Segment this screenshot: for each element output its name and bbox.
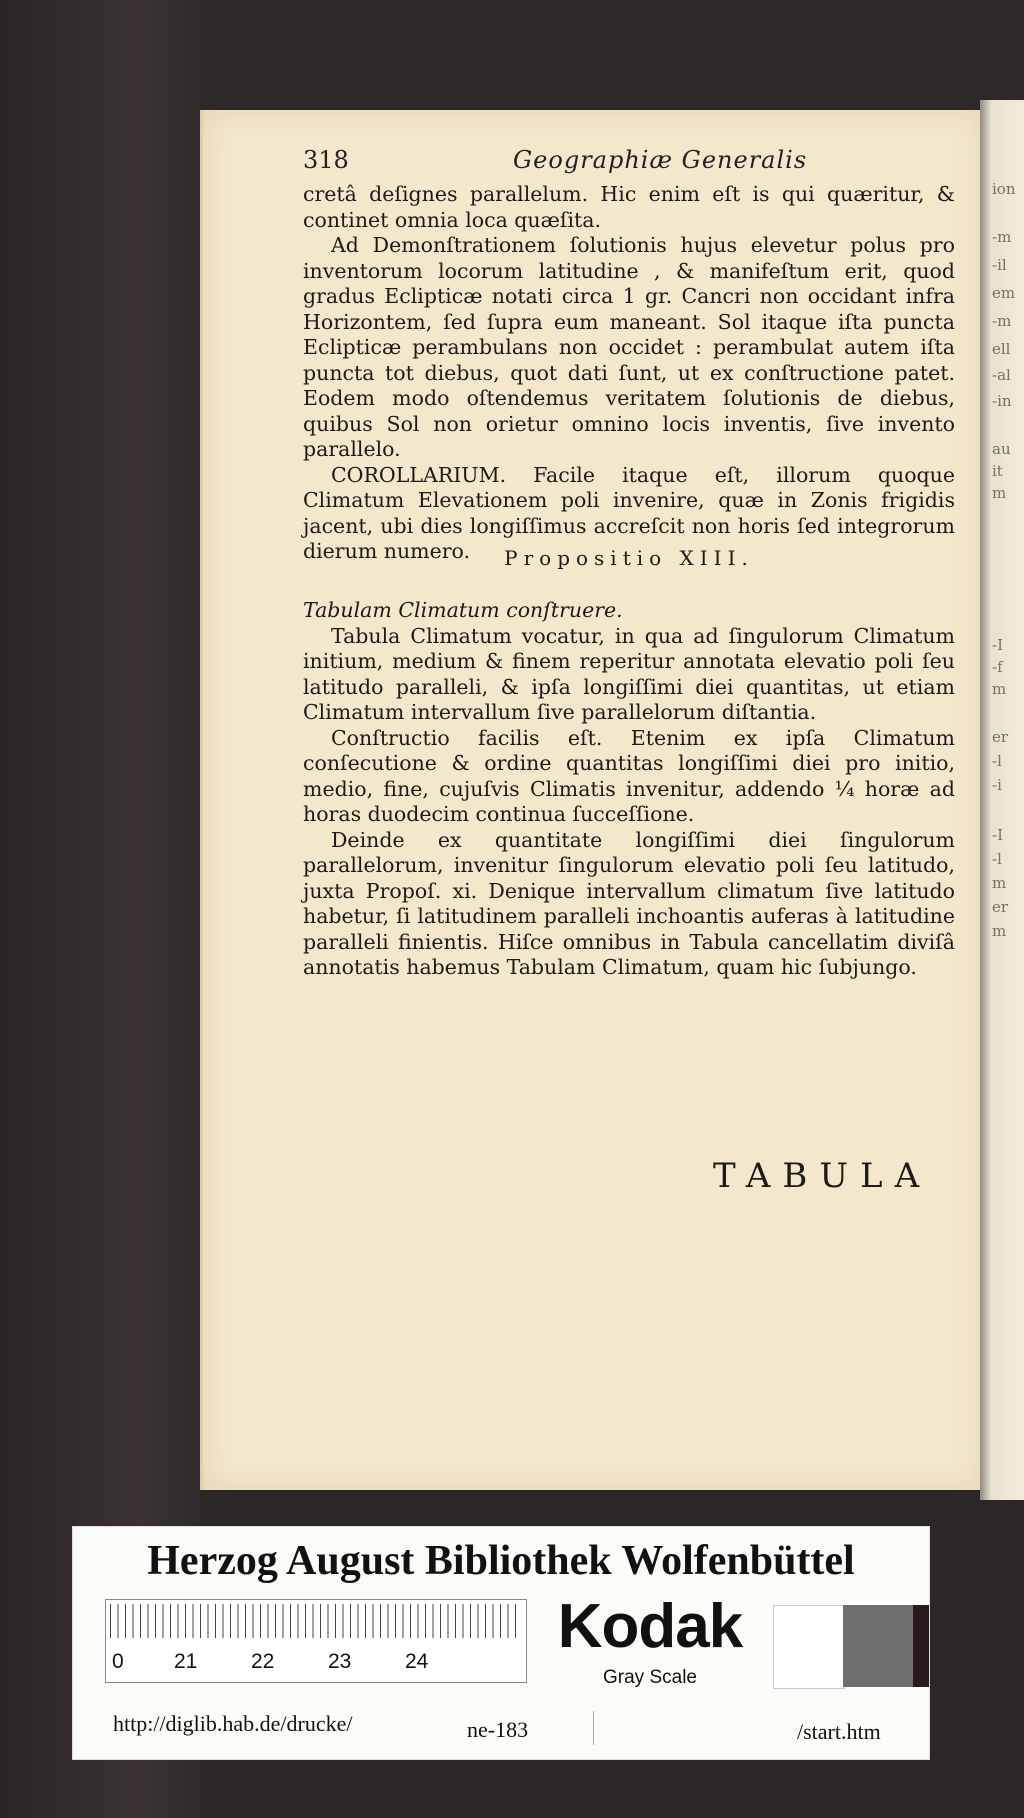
running-head [303, 146, 863, 176]
body-text-upper [303, 182, 955, 565]
url-right: /start.htm [797, 1719, 881, 1744]
gray-swatch-dark [913, 1605, 929, 1687]
paragraph: Tabula Climatum vocatur, in qua ad ſingulorum Climatum initium, medium & finem reperitur annotata elevatio poli ſeu latitudo paralleli, & ipſa longiſſimi diei quantitas, ut etiam Climatum intervallum ſive parallelorum diſtantia. [303, 623, 955, 724]
proposition-subtitle: Tabulam Climatum conſtruere. [303, 598, 623, 622]
fragment-text: m [992, 874, 1007, 892]
fragment-text: er [992, 728, 1009, 746]
url-left: http://diglib.hab.de/drucke/ [113, 1711, 353, 1736]
paragraph: cretâ deſignes parallelum. Hic enim eſt is qui quæritur, & continet omnia loca quæſita. [303, 182, 955, 232]
gray-swatch-white [773, 1605, 845, 1689]
ruler-number: 24 [405, 1650, 429, 1673]
body-text-lower [303, 598, 955, 981]
fragment-text: -m [992, 312, 1012, 330]
page-number: 318 [303, 146, 349, 174]
gray-swatch-mid [843, 1605, 913, 1687]
fragment-text: em [992, 284, 1016, 302]
fragment-text: -m [992, 228, 1012, 246]
ruler-number: 0 [112, 1650, 124, 1673]
fragment-text: -I [992, 826, 1003, 844]
archival-color-strip [72, 1526, 930, 1760]
fragment-text: er [992, 898, 1009, 916]
catchword: TABULA [713, 1156, 932, 1196]
ruler-ticks [110, 1604, 520, 1638]
scale-ruler [105, 1599, 527, 1683]
ruler-number: 23 [328, 1650, 352, 1673]
fragment-text: -I [992, 636, 1003, 654]
fragment-text: -al [992, 366, 1011, 384]
url-shelfmark: ne-183 [467, 1717, 529, 1742]
fragment-text: -in [992, 392, 1012, 410]
facing-page-edge [980, 100, 1024, 1500]
running-title: Geographiæ Generalis [513, 146, 808, 174]
fragment-text: -l [992, 850, 1002, 868]
fragment-text: -il [992, 256, 1007, 274]
fragment-text: -f [992, 658, 1003, 676]
paragraph: Deinde ex quantitate longiſſimi diei ſingulorum parallelorum, invenitur ſingulorum elevatio poli ſeu latitudo, juxta Propoſ. xi. Denique intervallum climatum ſive latitudo habetur, ſi latitudinem paralleli inchoantis auferas à latitudine paralleli finientis. Hiſce omnibus in Tabula cancellatim diviſâ annotatis habemus Tabulam Climatum, quam hic ſubjungo. [303, 827, 955, 979]
kodak-logo: Kodak [557, 1592, 743, 1661]
fragment-text: m [992, 484, 1007, 502]
paragraph: COROLLARIUM. Facile itaque eſt, illorum quoque Climatum Elevationem poli invenire, quæ in Zonis frigidis jacent, ubi dies longiſſimus accreſcit non horis ſed integrorum dierum numero. [303, 462, 955, 563]
fragment-text: m [992, 680, 1007, 698]
ruler-number: 22 [251, 1650, 275, 1673]
ruler-number: 21 [174, 1650, 198, 1673]
fragment-text: m [992, 922, 1007, 940]
library-name: Herzog August Bibliothek Wolfenbüttel [147, 1538, 855, 1584]
paragraph: Conſtructio facilis eſt. Etenim ex ipſa Climatum conſecutione & ordine quantitas longiſſimi diei pro initio, medio, fine, cujuſvis Climatis invenitur, addendo ¼ horæ ad horas duodecim continua ſucceſſione. [303, 725, 955, 826]
fragment-text: ell [992, 340, 1011, 358]
fragment-text: au [992, 440, 1011, 458]
book-page [200, 110, 983, 1490]
fragment-text: -i [992, 776, 1002, 794]
gray-scale-label: Gray Scale [603, 1667, 697, 1688]
fragment-text: it [992, 462, 1003, 480]
proposition-heading: Propositio XIII. [504, 546, 754, 570]
divider [593, 1711, 594, 1745]
fragment-text: ion [992, 180, 1016, 198]
paragraph: Ad Demonſtrationem ſolutionis hujus elevetur polus pro inventorum locorum latitudine , & manifeſtum erit, quod gradus Eclipticæ notati circa 1 gr. Cancri non occidant infra Horizontem, ſed ſupra eum maneant. Sol itaque iſta puncta Eclipticæ perambulans non occidet : perambulat autem iſta puncta tot diebus, quot dati ſunt, ut ex conſtructione patet. Eodem modo oſtendemus veritatem ſolutionis de diebus, quibus Sol non orietur omnino locis inventis, ſive invento parallelo. [303, 233, 955, 461]
fragment-text: -l [992, 752, 1002, 770]
